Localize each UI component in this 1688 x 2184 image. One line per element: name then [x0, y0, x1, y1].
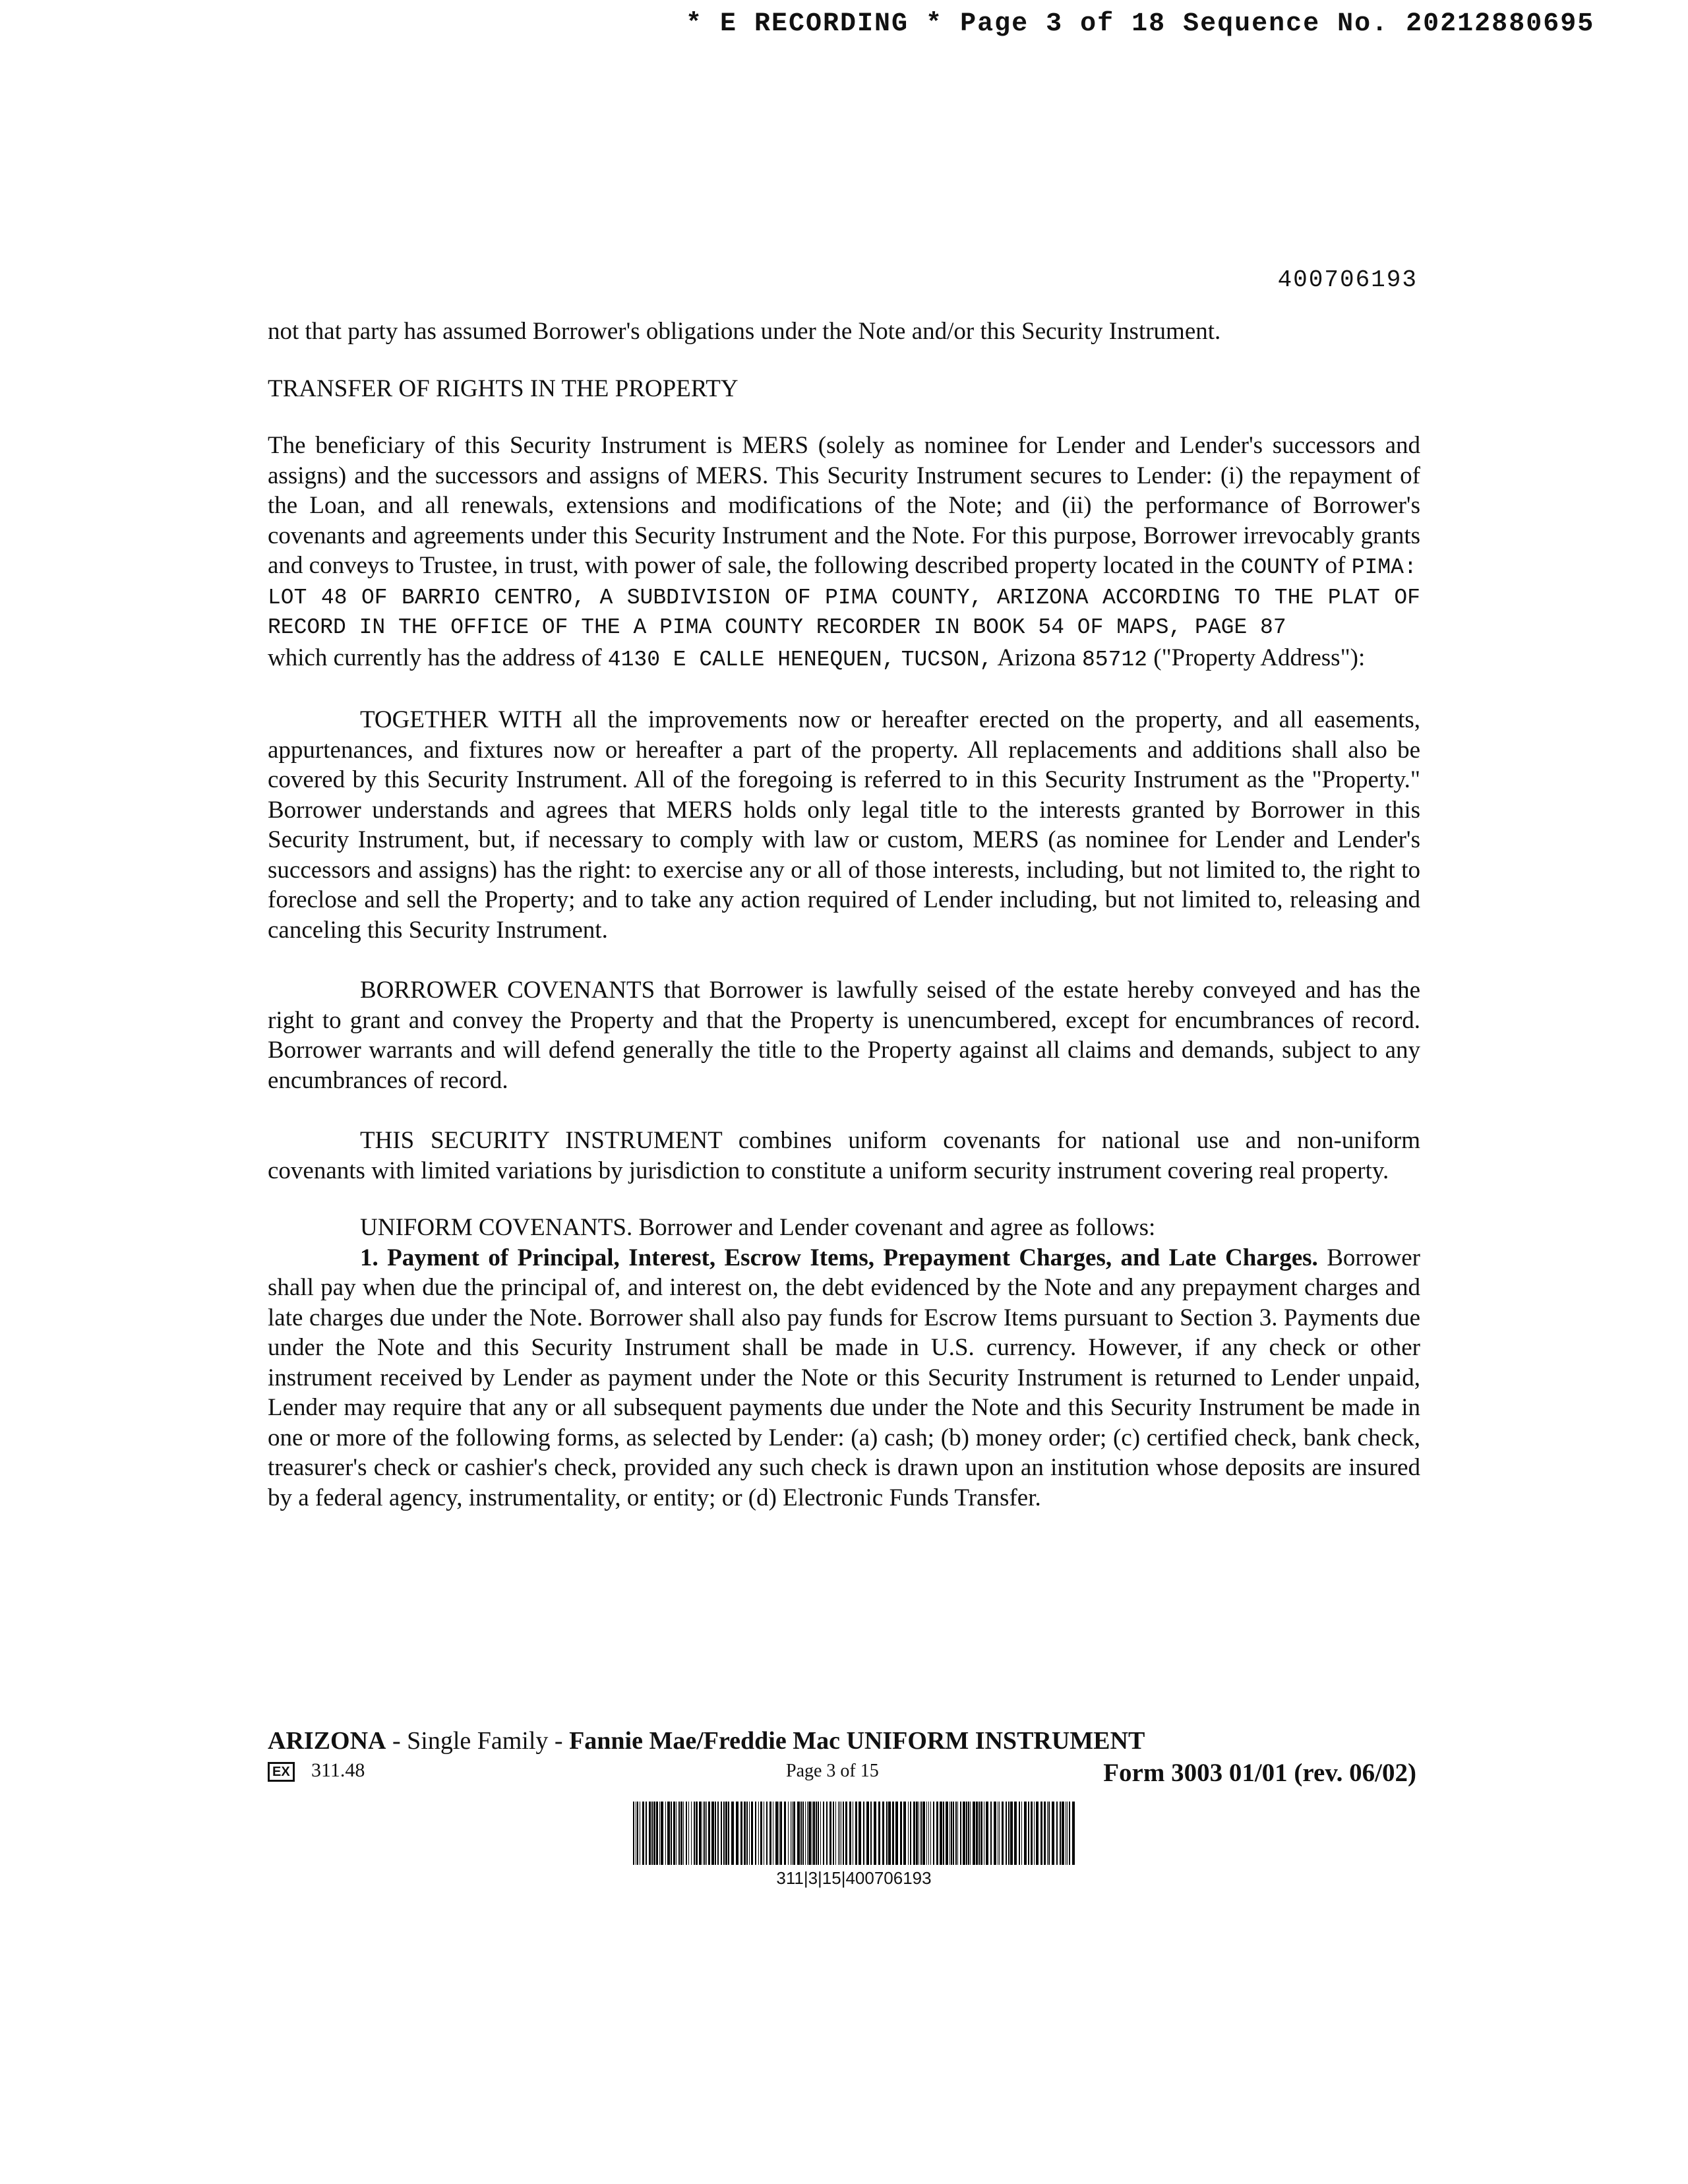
of-word: of: [1325, 552, 1346, 579]
section-heading: TRANSFER OF RIGHTS IN THE PROPERTY: [268, 375, 738, 402]
beneficiary-text: The beneficiary of this Security Instrument is MERS (solely as nominee for Lender and Lender's successors and assigns) and the successors and assigns of MERS. This Security Instrument secures to Lender: (i) the repayment of the Loan, and all renewals, extensions and modifications of the Note; and (ii) the performance of Borrower's covenants and agreements under this Security Instrument and the Note. For this purpose, Borrower irrevocably grants and conveys to Trustee, in trust, with power of sale, the following described property located in the: [268, 432, 1420, 579]
beneficiary-paragraph: [268, 431, 1420, 583]
footer-state: ARIZONA: [268, 1727, 386, 1755]
barcode-icon: [633, 1802, 1075, 1865]
property-street: 4130 E CALLE HENEQUEN,: [607, 647, 895, 672]
legal-description: LOT 48 OF BARRIO CENTRO, A SUBDIVISION OF PIMA COUNTY, ARIZONA ACCORDING TO THE PLAT OF RECORD IN THE OFFICE OF THE A PIMA COUNTY RECORDER IN BOOK 54 OF MAPS, PAGE 87: [268, 585, 1420, 640]
footer-instrument: Fannie Mae/Freddie Mac UNIFORM INSTRUMENT: [569, 1727, 1145, 1755]
footer-form-row: [268, 1758, 1420, 1791]
loan-number: 400706193: [1277, 266, 1418, 293]
footer-separator: - Single Family -: [386, 1727, 570, 1755]
form-number: Form 3003 01/01 (rev. 06/02): [1103, 1759, 1416, 1787]
ex-badge-icon: EX: [268, 1762, 295, 1782]
uniform-covenants-paragraph: UNIFORM COVENANTS. Borrower and Lender covenant and agree as follows:: [360, 1214, 1156, 1241]
footer-instrument-line: [268, 1726, 1420, 1755]
property-zip: 85712: [1081, 647, 1147, 672]
recording-stamp: * E RECORDING * Page 3 of 18 Sequence No. 20212880695: [686, 9, 1595, 39]
jurisdiction-type: COUNTY: [1240, 555, 1319, 580]
section-1-text: Borrower shall pay when due the principal of, and interest on, the debt evidenced by the Note and any prepayment charges and late charges due under the Note. Borrower shall also pay funds for Escrow Items pursuant to Section 3. Payments due under the Note and this Security Instrument shall be made in U.S. currency. However, if any check or other instrument received by Lender as payment under the Note or this Security Instrument is returned to Lender unpaid, Lender may require that any or all subsequent payments due under the Note and this Security Instrument be made in one or more of the following forms, as selected by Lender: (a) cash; (b) money order; (c) certified check, bank check, treasurer's check or cashier's check, provided any such check is drawn upon an institution whose deposits are insured by a federal agency, instrumentality, or entity; or (d) Electronic Funds Transfer.: [268, 1244, 1421, 1511]
section-1-title: 1. Payment of Principal, Interest, Escrow Items, Prepayment Charges, and Late Charges.: [360, 1244, 1318, 1271]
property-state: Arizona: [997, 644, 1076, 671]
property-city: TUCSON,: [901, 647, 993, 672]
borrower-covenants-paragraph: BORROWER COVENANTS that Borrower is lawfully seised of the estate hereby conveyed and has the right to grant and convey the Property and that the Property is unencumbered, except for encumbrances of record. Borrower warrants and will defend generally the title to the Property against all claims and demands, subject to any encumbrances of record.: [268, 977, 1420, 1094]
property-address-paragraph: [268, 643, 1420, 675]
address-suffix: ("Property Address"):: [1153, 644, 1366, 671]
form-code: 311.48: [311, 1759, 365, 1781]
page-of-count: Page 3 of 15: [786, 1761, 879, 1781]
continuation-paragraph: not that party has assumed Borrower's obligations under the Note and/or this Security Instrument.: [268, 318, 1221, 345]
security-instrument-paragraph: THIS SECURITY INSTRUMENT combines uniform covenants for national use and non-uniform covenants with limited variations by jurisdiction to constitute a uniform security instrument covering real property.: [268, 1127, 1420, 1184]
together-with-paragraph: TOGETHER WITH all the improvements now or hereafter erected on the property, and all easements, appurtenances, and fixtures now or hereafter a part of the property. All replacements and additions shall also be covered by this Security Instrument. All of the foregoing is referred to in this Security Instrument as the "Property." Borrower understands and agrees that MERS holds only legal title to the interests granted by Borrower in this Security Instrument, but, if necessary to comply with law or custom, MERS (as nominee for Lender and Lender's successors and assigns) has the right: to exercise any or all of those interests, including, but not limited to, the right to foreclose and sell the Property; and to take any action required of Lender including, but not limited to, releasing and canceling this Security Instrument.: [268, 706, 1420, 944]
jurisdiction-name: PIMA:: [1351, 555, 1417, 580]
section-1-paragraph: [268, 1243, 1420, 1513]
barcode-text: 311|3|15|400706193: [776, 1868, 932, 1888]
address-prefix: which currently has the address of: [268, 644, 602, 671]
document-body: [268, 317, 1420, 1513]
